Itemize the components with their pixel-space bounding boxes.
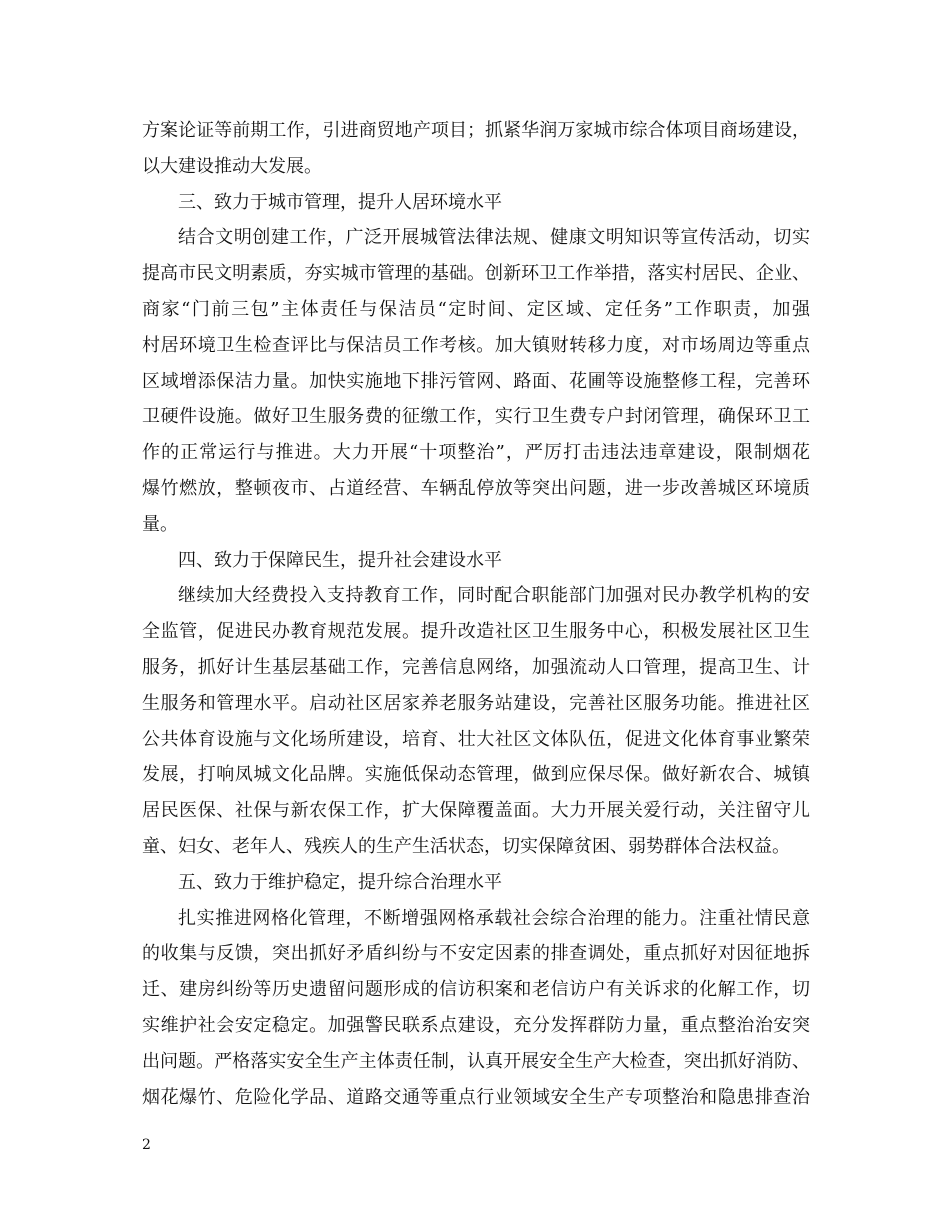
- text-line: 烟花爆竹、危险化学品、道路交通等重点行业领域安全生产专项整治和隐患排查治: [142, 1086, 810, 1108]
- text-line: 卫硬件设施。做好卫生服务费的征缴工作，实行卫生费专户封闭管理，确保环卫工: [142, 406, 810, 428]
- text-line: 作的正常运行与推进。大力开展“十项整治”，严厉打击违法违章建设，限制烟花: [142, 442, 810, 464]
- text-line: 出问题。严格落实安全生产主体责任制，认真开展安全生产大检查，突出抓好消防、: [142, 1050, 810, 1072]
- text-line: 扎实推进网格化管理，不断增强网格承载社会综合治理的能力。注重社情民意: [178, 907, 810, 929]
- text-line: 四、致力于保障民生，提升社会建设水平: [178, 549, 502, 571]
- page-number: 2: [142, 1137, 151, 1153]
- text-line: 迁、建房纠纷等历史遗留问题形成的信访积案和老信访户有关诉求的化解工作，切: [142, 979, 810, 1001]
- text-line: 五、致力于维护稳定，提升综合治理水平: [178, 871, 502, 893]
- body-paragraph: [142, 578, 810, 864]
- body-paragraph: [142, 220, 810, 542]
- section-heading: [142, 543, 810, 579]
- text-line: 结合文明创建工作，广泛开展城管法律法规、健康文明知识等宣传活动，切实: [178, 227, 810, 249]
- section-heading: [142, 865, 810, 901]
- text-line: 提高市民文明素质，夯实城市管理的基础。创新环卫工作举措，落实村居民、企业、: [142, 263, 810, 285]
- text-line: 实维护社会安定稳定。加强警民联系点建设，充分发挥群防力量，重点整治治安突: [142, 1014, 810, 1036]
- text-line: 方案论证等前期工作，引进商贸地产项目；抓紧华润万家城市综合体项目商场建设，: [142, 120, 810, 141]
- text-line: 服务，抓好计生基层基础工作，完善信息网络，加强流动人口管理，提高卫生、计: [142, 656, 810, 678]
- text-line: 童、妇女、老年人、残疾人的生产生活状态，切实保障贫困、弱势群体合法权益。: [142, 835, 790, 857]
- body-paragraph: [142, 901, 810, 1116]
- text-line: 量。: [142, 513, 178, 535]
- body-paragraph: [142, 113, 810, 185]
- text-line: 的收集与反馈，突出抓好矛盾纠纷与不安定因素的排查调处，重点抓好对因征地拆: [142, 943, 810, 965]
- text-line: 区域增添保洁力量。加快实施地下排污管网、路面、花圃等设施整修工程，完善环: [142, 370, 810, 392]
- text-line: 三、致力于城市管理，提升人居环境水平: [178, 191, 502, 213]
- document-body: [142, 113, 810, 1115]
- text-line: 村居环境卫生检查评比与保洁员工作考核。加大镇财转移力度，对市场周边等重点: [142, 334, 810, 356]
- text-line: 以大建设推动大发展。: [142, 155, 322, 177]
- text-line: 发展，打响凤城文化品牌。实施低保动态管理，做到应保尽保。做好新农合、城镇: [142, 764, 810, 786]
- text-line: 居民医保、社保与新农保工作，扩大保障覆盖面。大力开展关爱行动，关注留守儿: [142, 800, 810, 822]
- text-line: 继续加大经费投入支持教育工作，同时配合职能部门加强对民办教学机构的安: [178, 585, 810, 607]
- text-line: 生服务和管理水平。启动社区居家养老服务站建设，完善社区服务功能。推进社区: [142, 692, 810, 714]
- section-heading: [142, 185, 810, 221]
- text-line: 爆竹燃放，整顿夜市、占道经营、车辆乱停放等突出问题，进一步改善城区环境质: [142, 477, 810, 499]
- text-line: 全监管，促进民办教育规范发展。提升改造社区卫生服务中心，积极发展社区卫生: [142, 621, 810, 643]
- text-line: 商家“门前三包”主体责任与保洁员“定时间、定区域、定任务”工作职责，加强: [142, 298, 810, 320]
- text-line: 公共体育设施与文化场所建设，培育、壮大社区文体队伍，促进文化体育事业繁荣: [142, 728, 810, 750]
